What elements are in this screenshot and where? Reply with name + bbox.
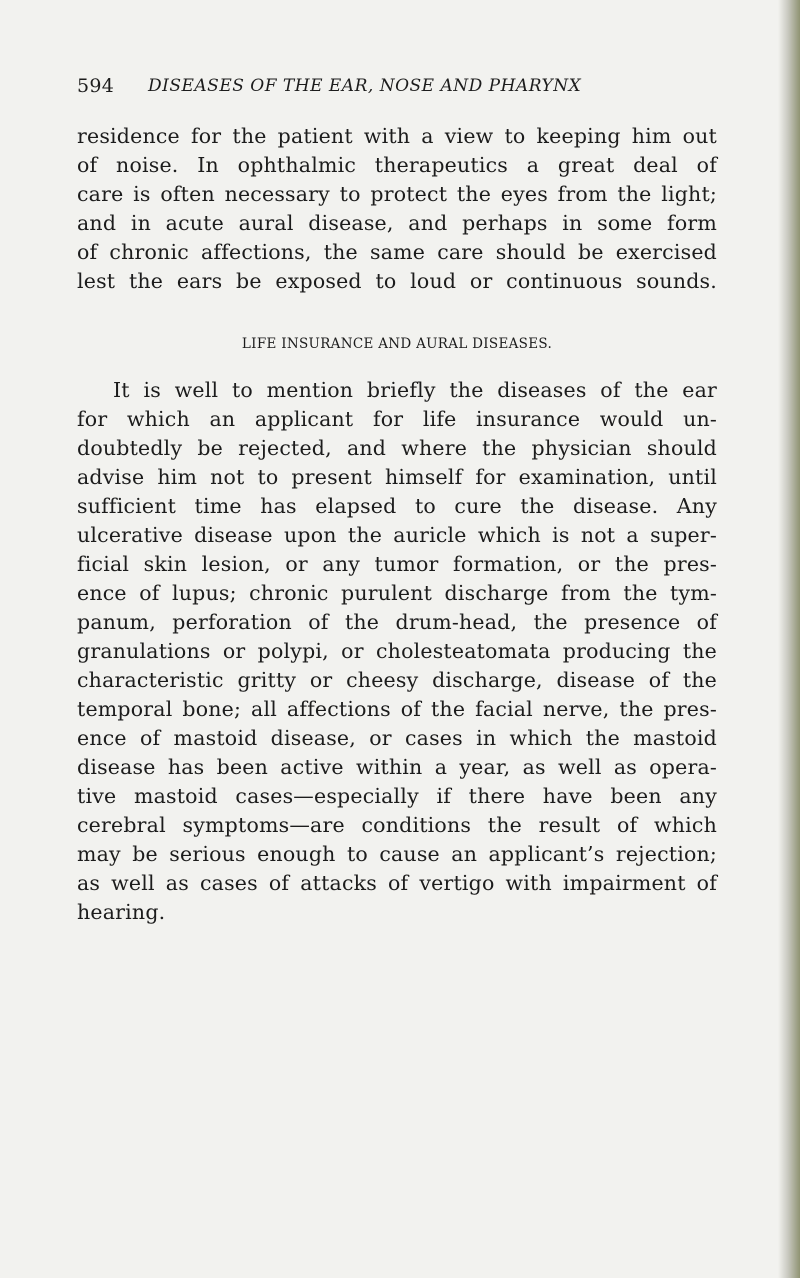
text-line: ence of lupus; chronic purulent discharge from the tym- (77, 581, 717, 605)
text-line: panum, perforation of the drum-head, the presence of (77, 610, 717, 634)
text-line: ficial skin lesion, or any tumor formation, or the pres- (77, 552, 717, 576)
text-line: for which an applicant for life insurance would un- (77, 407, 717, 431)
page-edge-shadow (778, 0, 800, 1278)
text-line: It is well to mention briefly the diseases of the ear (113, 378, 717, 402)
text-line: doubtedly be rejected, and where the physician should (77, 436, 717, 460)
text-line: lest the ears be exposed to loud or continuous sounds. (77, 269, 717, 293)
text-line: care is often necessary to protect the eyes from the light; (77, 182, 717, 206)
running-title: DISEASES OF THE EAR, NOSE AND PHARYNX (148, 76, 582, 96)
paragraph-life-insurance (77, 376, 717, 927)
text-line: ence of mastoid disease, or cases in which the mastoid (77, 726, 717, 750)
text-line: as well as cases of attacks of vertigo with impairment of (77, 871, 717, 895)
section-heading: LIFE INSURANCE AND AURAL DISEASES. (241, 336, 553, 352)
text-line: tive mastoid cases—especially if there have been any (77, 784, 717, 808)
text-line: ulcerative disease upon the auricle which is not a super- (77, 523, 717, 547)
text-line: characteristic gritty or cheesy discharge, disease of the (77, 668, 717, 692)
text-line: granulations or polypi, or cholesteatomata producing the (77, 639, 717, 663)
text-line: disease has been active within a year, as well as opera- (77, 755, 717, 779)
text-line: residence for the patient with a view to keeping him out (77, 124, 717, 148)
text-line: may be serious enough to cause an applicant’s rejection; (77, 842, 717, 866)
text-line: and in acute aural disease, and perhaps in some form (77, 211, 717, 235)
text-line: of chronic affections, the same care should be exercised (77, 240, 717, 264)
text-line: temporal bone; all affections of the facial nerve, the pres- (77, 697, 717, 721)
paragraph-noise-protection (77, 122, 717, 296)
text-line: sufficient time has elapsed to cure the disease. Any (77, 494, 717, 518)
text-line: of noise. In ophthalmic therapeutics a great deal of (77, 153, 717, 177)
text-line: cerebral symptoms—are conditions the result of which (77, 813, 717, 837)
text-line: advise him not to present himself for examination, until (77, 465, 717, 489)
text-line: hearing. (77, 900, 166, 924)
running-head (77, 72, 717, 100)
page-number: 594 (77, 75, 115, 97)
